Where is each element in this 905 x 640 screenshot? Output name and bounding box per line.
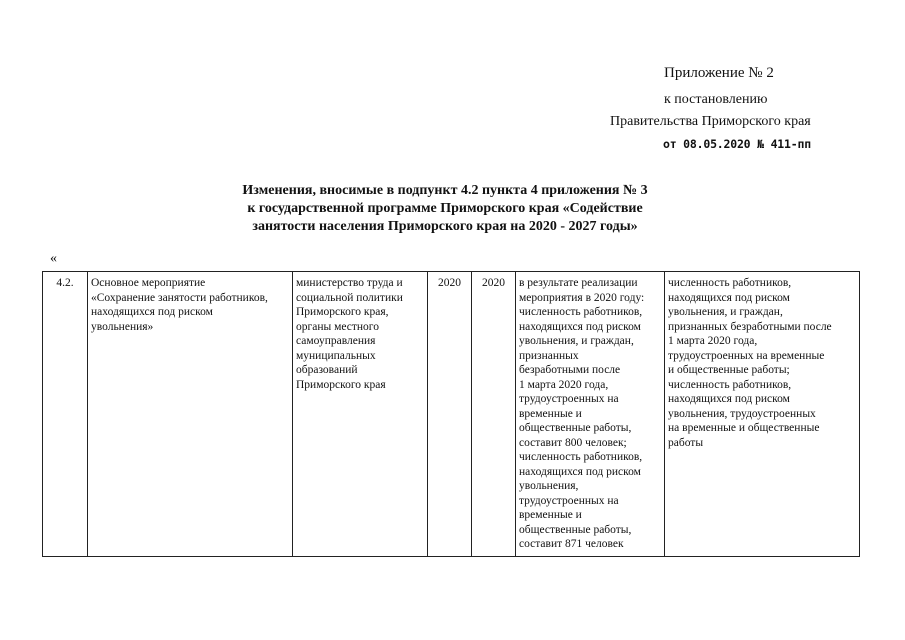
document-heading-line-1: Изменения, вносимые в подпункт 4.2 пункта 4 приложения № 3 (242, 183, 648, 198)
activity-name-cell: Основное мероприятие «Сохранение занятости работников, находящихся под риском увольнения» (88, 272, 293, 557)
executor-cell: министерство труда и социальной политики Приморского края, органы местного самоуправления муниципальных образований Приморского края (293, 272, 428, 557)
start-year-cell: 2020 (428, 272, 472, 557)
changes-table (42, 271, 860, 557)
appendix-reference: к постановлению (664, 92, 768, 107)
document-heading-line-2: к государственной программе Приморского края «Содействие (247, 201, 643, 216)
document-heading-line-3: занятости населения Приморского края на 2020 - 2027 годы» (252, 219, 638, 234)
appendix-title: Приложение № 2 (664, 65, 774, 81)
expected-result-cell: в результате реализации мероприятия в 2020 году: численность работников, находящихся под риском увольнения, и граждан, признанных безработными после 1 марта 2020 года, трудоустроенных на временные и общественные работы, составит 800 человек; численность работников, находящихся под риском увольнения, трудоустроенных на временные и общественные работы, составит 871 человек (516, 272, 665, 557)
row-number-cell: 4.2. (43, 272, 88, 557)
opening-quote-mark: « (50, 251, 57, 266)
end-year-cell: 2020 (472, 272, 516, 557)
indicator-cell: численность работников, находящихся под риском увольнения, и граждан, признанных безработными после 1 марта 2020 года, трудоустроенных на временные и общественные работы; численность работников, находящихся под риском увольнения, трудоустроенных на временные и общественные работы (665, 272, 860, 557)
table-row (43, 272, 860, 557)
appendix-government: Правительства Приморского края (610, 114, 811, 129)
appendix-date-number-stamp: от 08.05.2020 № 411-пп (663, 137, 811, 151)
